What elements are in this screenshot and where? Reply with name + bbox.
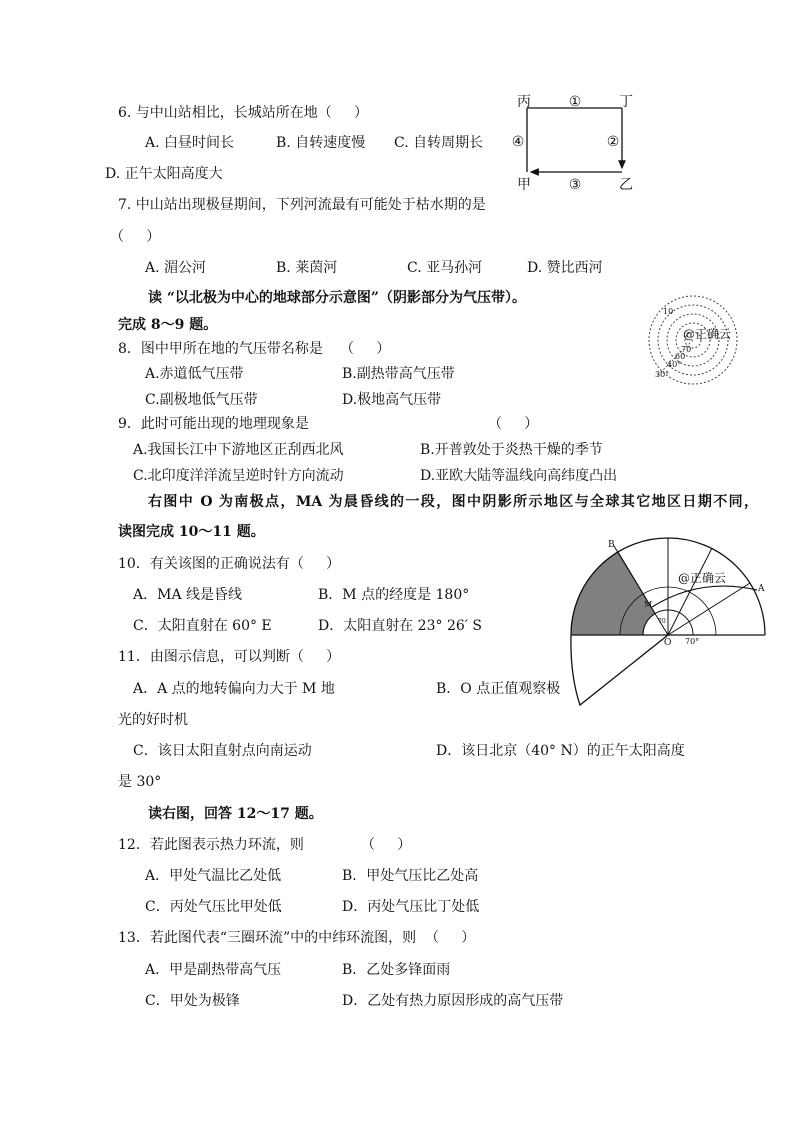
question-12-answer-paren: （ ） — [361, 837, 412, 853]
question-11-option-d: D．该日北京（40° N）的正午太阳高度 — [436, 743, 685, 759]
circulation-diagram — [508, 88, 640, 194]
watermark-text: @正确云 — [678, 571, 727, 585]
question-11-option-b-continued: 光的好时机 — [118, 712, 188, 728]
question-8-option-b: B.副热带高气压带 — [342, 366, 455, 382]
intro-8-9-line2: 完成 8～9 题。 — [118, 317, 218, 333]
question-11-stem: 11．由图示信息，可以判断（ ） — [118, 649, 341, 665]
label-jia: 甲 — [517, 177, 531, 193]
question-10-option-d: D．太阳直射在 23° 26′ S — [318, 618, 482, 634]
question-9-answer-paren: （ ） — [488, 416, 539, 432]
question-13-option-d: D．乙处有热力原因形成的高气压带 — [342, 993, 564, 1009]
question-6-stem: 6. 与中山站相比，长城站所在地（ ） — [118, 105, 369, 121]
question-12-option-c: C．丙处气压比甲处低 — [145, 899, 282, 915]
question-6-option-b: B. 自转速度慢 — [276, 135, 366, 151]
question-10-option-b: B．M 点的经度是 180° — [318, 587, 470, 603]
question-7-answer-paren: （ ） — [110, 229, 161, 245]
question-8-stem: 8．图中甲所在地的气压带名称是 — [118, 341, 323, 357]
label-o: O — [664, 638, 672, 648]
south-pole-diagram — [560, 535, 770, 713]
question-11-option-c: C．该日太阳直射点向南运动 — [133, 743, 312, 759]
question-8-option-c: C.副极地低气压带 — [145, 392, 258, 408]
question-13-option-b: B．乙处多锋面雨 — [342, 962, 451, 978]
question-13-stem: 13．若此图代表“三圈环流”中的中纬环流图，则 （ ） — [118, 930, 476, 946]
label-70: 70 — [681, 345, 692, 354]
lower-sector — [571, 635, 668, 705]
north-pole-diagram — [645, 294, 740, 386]
question-10-option-a: A．MA 线是昏线 — [133, 587, 243, 603]
label-10: 10 — [663, 307, 674, 316]
label-circle-1: ① — [568, 94, 582, 110]
label-70-small: 70 — [658, 618, 666, 625]
label-b: B — [608, 540, 615, 550]
label-yi: 乙 — [619, 177, 633, 193]
label-30: 30° — [655, 370, 670, 379]
question-12-stem: 12．若此图表示热力环流，则 — [118, 837, 304, 853]
label-circle-4: ④ — [511, 134, 525, 150]
question-11-option-b: B．O 点正值观察极 — [436, 681, 561, 697]
question-6-option-d: D. 正午太阳高度大 — [105, 166, 223, 182]
meridian-line — [668, 548, 712, 635]
label-ding: 丁 — [619, 94, 633, 110]
question-9-option-d: D.亚欧大陆等温线向高纬度凸出 — [420, 468, 618, 484]
question-9-option-b: B.开普敦处于炎热干燥的季节 — [420, 442, 603, 458]
question-8-answer-paren: （ ） — [340, 341, 391, 357]
question-12-option-d: D．丙处气压比丁处低 — [342, 899, 480, 915]
watermark-text: @正确云 — [683, 327, 732, 341]
label-60: 60 — [675, 352, 686, 361]
label-70-degrees: 70° — [685, 637, 700, 646]
question-9-stem: 9．此时可能出现的地理现象是 — [118, 416, 309, 432]
question-11-option-a: A．A 点的地转偏向力大于 M 地 — [133, 681, 335, 697]
question-7-stem: 7. 中山站出现极昼期间，下列河流最有可能处于枯水期的是 — [118, 197, 486, 213]
question-11-option-d-continued: 是 30° — [118, 774, 162, 790]
question-13-option-c: C．甲处为极锋 — [145, 993, 240, 1009]
question-7-option-b: B. 莱茵河 — [276, 260, 338, 276]
intro-8-9-line1: 读 “以北极为中心的地球部分示意图”（阴影部分为气压带）。 — [148, 290, 526, 306]
question-6-option-a: A. 白昼时间长 — [145, 135, 235, 151]
question-13-option-a: A．甲是副热带高气压 — [145, 962, 282, 978]
question-7-option-c: C. 亚马孙河 — [407, 260, 483, 276]
label-m: M — [644, 600, 653, 609]
label-40: 40° — [667, 360, 682, 369]
question-9-option-a: A.我国长江中下游地区正刮西北风 — [133, 442, 344, 458]
question-7-option-d: D. 赞比西河 — [527, 260, 603, 276]
intro-12-17-line1: 读右图，回答 12～17 题。 — [148, 806, 323, 822]
question-6-option-c: C. 自转周期长 — [394, 135, 484, 151]
question-7-option-a: A. 湄公河 — [145, 260, 207, 276]
question-8-option-a: A.赤道低气压带 — [145, 366, 244, 382]
intro-10-11-line1: 右图中 O 为南极点，MA 为晨昏线的一段，图中阴影所示地区与全球其它地区日期不同， — [148, 494, 758, 510]
label-bing: 丙 — [517, 94, 531, 110]
question-8-option-d: D.极地高气压带 — [342, 392, 442, 408]
question-12-option-b: B．甲处气压比乙处高 — [342, 868, 479, 884]
question-10-option-c: C．太阳直射在 60° E — [133, 618, 272, 634]
question-10-stem: 10．有关该图的正确说法有（ ） — [118, 556, 341, 572]
label-a: A — [758, 584, 765, 594]
label-circle-2: ② — [606, 134, 620, 150]
intro-10-11-line2: 读图完成 10～11 题。 — [118, 524, 265, 540]
question-12-option-a: A．甲处气温比乙处低 — [145, 868, 282, 884]
question-9-option-c: C.北印度洋洋流呈逆时针方向流动 — [133, 468, 344, 484]
label-circle-3: ③ — [568, 177, 582, 193]
meridian-line — [668, 583, 750, 635]
